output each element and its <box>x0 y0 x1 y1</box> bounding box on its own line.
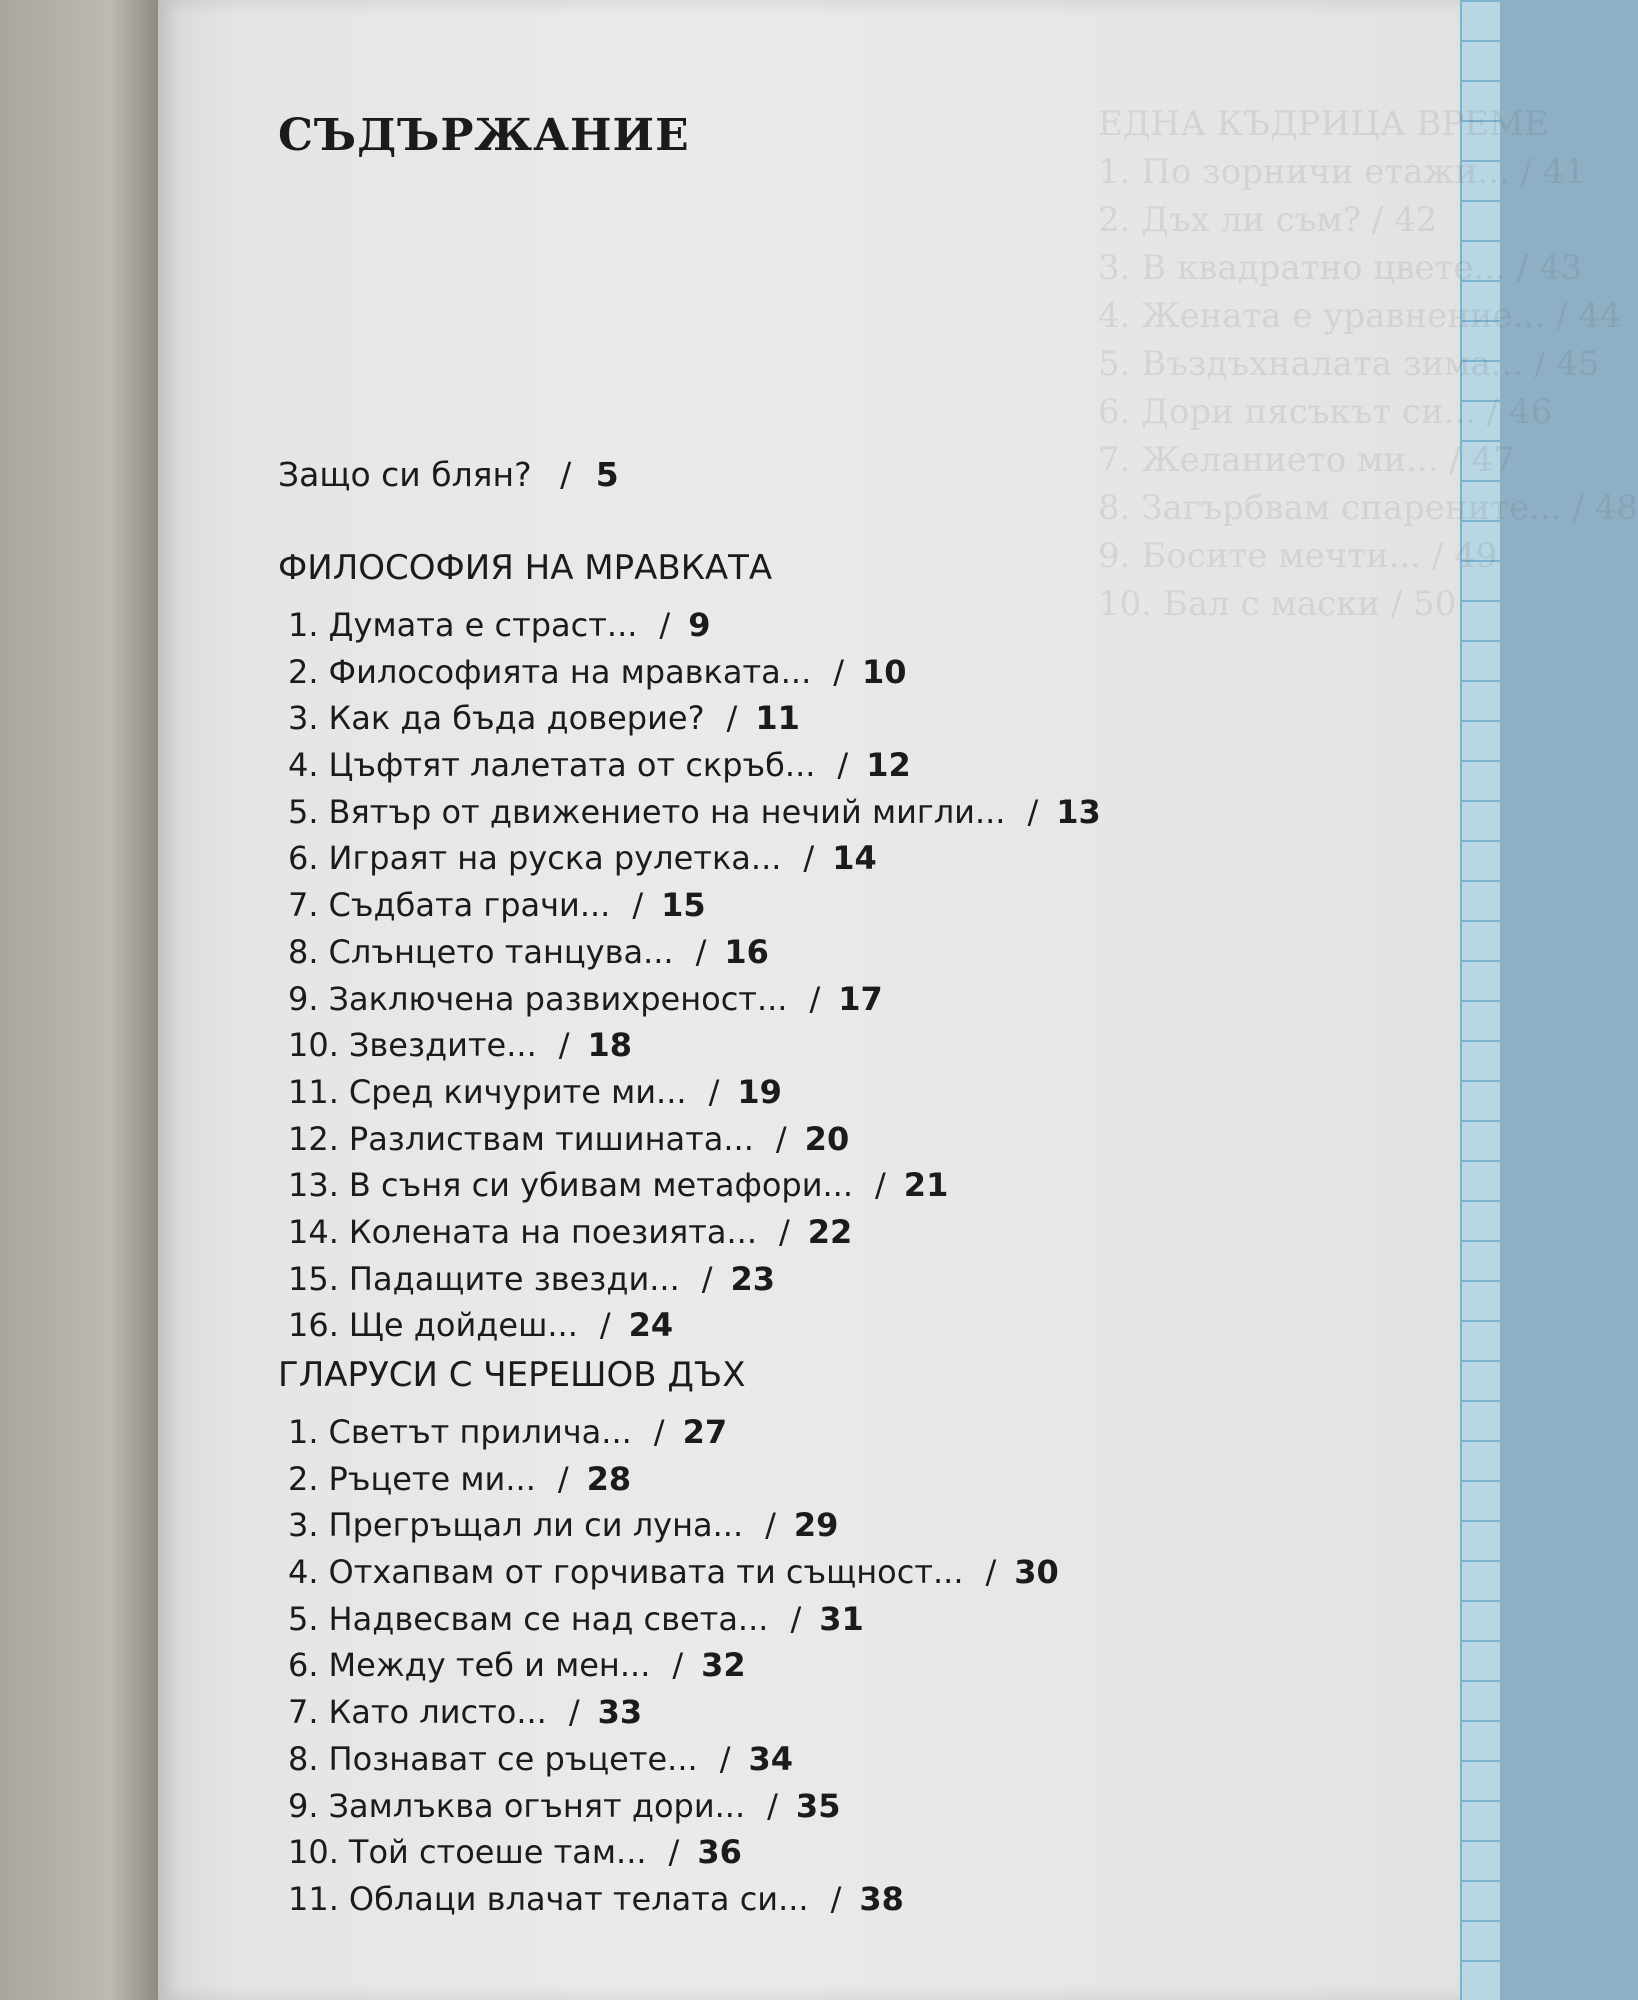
toc-entry <box>278 882 1428 929</box>
entry-page-number: 14 <box>832 839 877 878</box>
entry-separator: / <box>695 932 707 971</box>
entry-number: 2. <box>288 652 319 691</box>
entry-separator: / <box>672 1646 684 1685</box>
entry-page-number: 20 <box>804 1119 850 1158</box>
entry-number: 12. <box>288 1119 339 1158</box>
bleed-through-text: ЕДНА КЪДРИЦА ВРЕМЕ 1. По зорничи етажи... / 41 2. Дъх ли съм? / 42 3. В квадратно цвете... / 43 4. Жената е уравнение... / 44 5. Въздъхналата зима... / 45 6. Дори пясъкът си... / 46 7. Желанието ми... / 47 8. Загърбвам спарените... / 48 9. Босите мечти... / 49 10. Бал с маски / 50 <box>1098 104 1638 624</box>
entry-number: 16. <box>288 1306 339 1345</box>
intro-entry: Защо си блян? / 5 <box>278 455 619 494</box>
entry-number: 14. <box>288 1212 339 1251</box>
entry-separator: / <box>809 979 821 1018</box>
toc-entry <box>278 929 1428 976</box>
toc-entry <box>278 1596 1428 1643</box>
entry-page-number: 22 <box>807 1212 853 1251</box>
entry-separator: / <box>599 1306 611 1345</box>
entry-number: 8. <box>288 932 319 971</box>
entry-separator: / <box>833 652 845 691</box>
entry-separator: / <box>708 1072 720 1111</box>
toc-entry <box>278 1116 1428 1163</box>
entry-title: Вятър от движението на нечий мигли... <box>328 792 1006 831</box>
toc-entry <box>278 1642 1428 1689</box>
entry-title: Светът прилича... <box>328 1413 632 1451</box>
book-page <box>158 0 1638 2000</box>
entry-separator: / <box>875 1166 886 1205</box>
toc-entry <box>278 1689 1428 1736</box>
entry-number: 3. <box>288 1506 319 1545</box>
toc-entry <box>278 835 1428 882</box>
entry-page-number: 28 <box>586 1459 632 1498</box>
section-title: ФИЛОСОФИЯ НА МРАВКАТА <box>278 548 773 588</box>
entry-page-number: 31 <box>819 1599 864 1638</box>
intro-page-number: 5 <box>595 455 619 494</box>
entry-title: Как да бъда доверие? <box>328 699 705 738</box>
entry-number: 9. <box>288 979 319 1018</box>
entry-page-number: 30 <box>1014 1553 1059 1592</box>
entry-title: Ще дойдеш... <box>348 1306 578 1345</box>
toc-section <box>278 548 1428 1349</box>
entry-number: 11. <box>288 1879 339 1918</box>
entry-separator: / <box>767 1786 778 1825</box>
entry-number: 10. <box>288 1026 339 1065</box>
entry-separator: / <box>719 1739 731 1778</box>
entry-page-number: 10 <box>862 652 907 691</box>
entry-separator: / <box>779 1212 790 1251</box>
page-title: СЪДЪРЖАНИЕ <box>278 110 690 161</box>
entry-page-number: 38 <box>859 1879 904 1918</box>
entry-title: Прегръщал ли си луна... <box>328 1506 744 1545</box>
entry-page-number: 24 <box>628 1306 674 1345</box>
entry-number: 7. <box>288 1693 319 1732</box>
entry-title: Звездите... <box>348 1026 537 1065</box>
entry-page-number: 9 <box>688 606 711 644</box>
entry-title: Играят на руска рулетка... <box>328 839 782 878</box>
entry-title: Сред кичурите ми... <box>348 1072 687 1111</box>
entry-title: Като листо... <box>328 1693 547 1732</box>
book-spine-edge <box>0 0 158 2000</box>
entry-page-number: 35 <box>795 1786 841 1825</box>
entry-title: Между теб и мен... <box>328 1646 651 1685</box>
entry-title: Цъфтят лалетата от скръб... <box>328 746 816 785</box>
toc-entry <box>278 1829 1428 1876</box>
entry-separator: / <box>558 1026 570 1065</box>
entry-separator: / <box>632 886 644 925</box>
entry-title: Заключена развихреност... <box>328 979 788 1018</box>
entry-page-number: 36 <box>697 1833 742 1872</box>
entry-title: Облаци влачат телата си... <box>348 1879 809 1918</box>
entry-separator: / <box>830 1879 842 1918</box>
entry-number: 13. <box>288 1166 339 1205</box>
entry-title: Надвесвам се над света... <box>328 1599 769 1638</box>
entry-separator: / <box>701 1259 713 1298</box>
entry-page-number: 11 <box>755 699 800 738</box>
toc-entry <box>278 1302 1428 1349</box>
entry-separator: / <box>726 699 738 738</box>
entry-page-number: 27 <box>682 1413 728 1451</box>
entry-page-number: 15 <box>661 886 706 925</box>
entry-number: 7. <box>288 886 319 925</box>
toc-entry <box>278 1209 1428 1256</box>
entry-number: 4. <box>288 1553 319 1592</box>
entry-separator: / <box>668 1833 680 1872</box>
toc-entry <box>278 695 1428 742</box>
intro-text: Защо си блян? <box>278 455 532 494</box>
entry-title: Замлъква огънят дори... <box>328 1786 746 1825</box>
toc-entry <box>278 1162 1428 1209</box>
entry-title: Колената на поезията... <box>348 1212 757 1251</box>
entry-separator: / <box>1027 792 1039 831</box>
entry-number: 1. <box>288 1413 319 1451</box>
entry-page-number: 12 <box>866 746 911 785</box>
entry-title: Съдбата грачи... <box>328 886 611 925</box>
entry-number: 11. <box>288 1072 339 1111</box>
entry-page-number: 34 <box>748 1739 793 1778</box>
toc-entry <box>278 1549 1428 1596</box>
entry-separator: / <box>653 1413 665 1451</box>
grid-paper-background <box>1460 0 1500 2000</box>
entry-number: 5. <box>288 1599 319 1638</box>
toc-entry <box>278 976 1428 1023</box>
toc-entry <box>278 1736 1428 1783</box>
entry-separator: / <box>765 1506 776 1545</box>
entry-separator: / <box>557 1459 569 1498</box>
toc-entry <box>278 1022 1428 1069</box>
toc-entry <box>278 1783 1428 1830</box>
section-title: ГЛАРУСИ С ЧЕРЕШОВ ДЪХ <box>278 1355 746 1395</box>
toc-entry <box>278 1069 1428 1116</box>
toc-entry <box>278 602 1428 649</box>
entry-page-number: 19 <box>737 1072 782 1111</box>
entry-page-number: 23 <box>730 1259 776 1298</box>
entry-number: 4. <box>288 746 319 785</box>
toc-entry <box>278 1876 1428 1923</box>
entry-page-number: 16 <box>724 932 769 971</box>
entry-title: Разлиствам тишината... <box>348 1119 754 1158</box>
toc-entry <box>278 1256 1428 1303</box>
entry-page-number: 13 <box>1056 792 1101 831</box>
entry-number: 2. <box>288 1459 319 1498</box>
entry-number: 8. <box>288 1739 319 1778</box>
entry-separator: / <box>775 1119 787 1158</box>
entry-page-number: 33 <box>597 1693 643 1732</box>
toc-entry <box>278 1502 1428 1549</box>
entry-title: Отхапвам от горчивата ти същност... <box>328 1553 964 1592</box>
entry-number: 15. <box>288 1259 339 1298</box>
entry-title: Познават се ръцете... <box>328 1739 698 1778</box>
entry-separator: / <box>568 1693 580 1732</box>
entry-title: Думата е страст... <box>328 606 638 644</box>
entry-separator: / <box>985 1553 997 1592</box>
entry-number: 9. <box>288 1786 319 1825</box>
toc-entry <box>278 1409 1428 1456</box>
toc-section <box>278 1355 1428 1923</box>
entry-separator: / <box>790 1599 802 1638</box>
entry-title: Философията на мравката... <box>328 652 812 691</box>
entry-page-number: 29 <box>793 1506 839 1545</box>
entry-separator: / <box>837 746 849 785</box>
entry-title: В съня си убивам метафори... <box>348 1166 854 1205</box>
entry-number: 10. <box>288 1833 339 1872</box>
toc-entry <box>278 789 1428 836</box>
toc-entry <box>278 742 1428 789</box>
entry-title: Ръцете ми... <box>328 1459 536 1498</box>
entry-title: Падащите звезди... <box>348 1259 680 1298</box>
toc-entry <box>278 649 1428 696</box>
entry-page-number: 17 <box>838 979 883 1018</box>
entry-separator: / <box>803 839 815 878</box>
entry-number: 6. <box>288 1646 319 1685</box>
entry-title: Той стоеше там... <box>348 1833 647 1872</box>
entry-number: 1. <box>288 606 319 644</box>
entry-page-number: 18 <box>587 1026 633 1065</box>
toc-entry <box>278 1456 1428 1503</box>
entry-number: 5. <box>288 792 319 831</box>
entry-separator: / <box>659 606 671 644</box>
entry-page-number: 21 <box>903 1166 949 1205</box>
entry-number: 6. <box>288 839 319 878</box>
entry-page-number: 32 <box>701 1646 746 1685</box>
entry-title: Слънцето танцува... <box>328 932 674 971</box>
entry-number: 3. <box>288 699 319 738</box>
